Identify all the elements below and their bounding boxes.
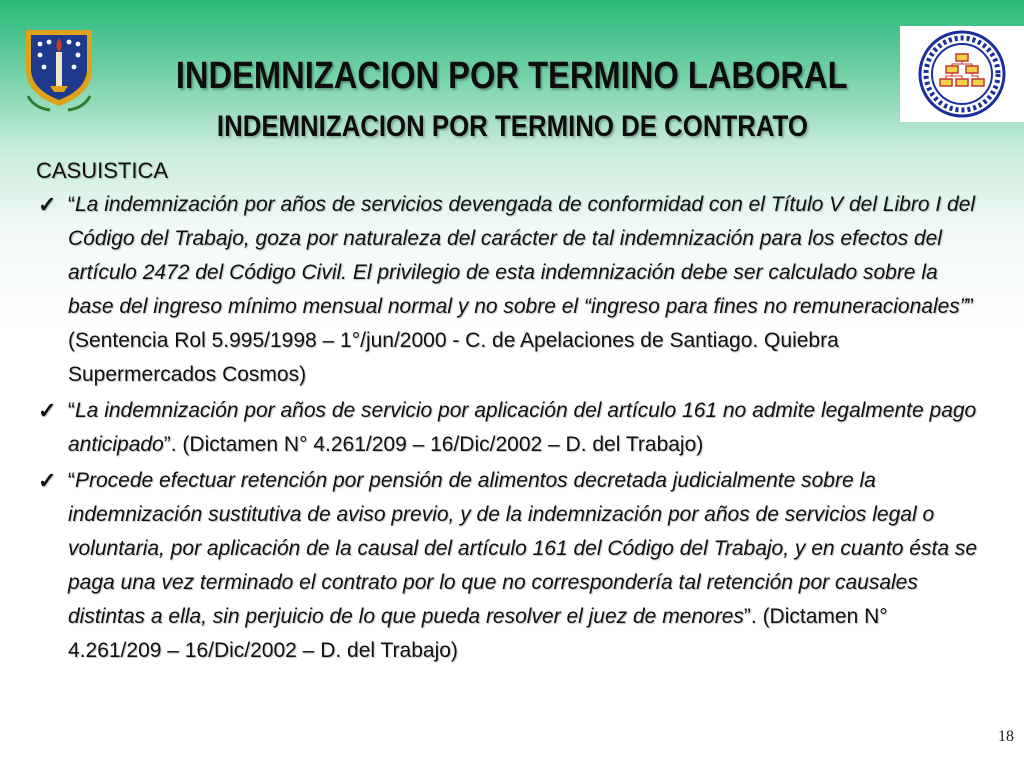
- bullet-item: [36, 394, 986, 462]
- bullet-list: [36, 188, 986, 668]
- open-quote: “: [68, 193, 75, 216]
- check-icon: ✓: [38, 192, 57, 217]
- slide-content: [36, 154, 986, 670]
- bullet-quote: Procede efectuar retención por pensión de alimentos decretada judicialmente sobre la indemnización sustitutiva de aviso previo, y de la indemnización por años de servicios legal o voluntaria, por aplicación de la causal del artículo 161 del Código del Trabajo, y en cuanto ésta se paga una vez terminado el contrato por lo que no correspondería tal retención por causales distintas a ella, sin perjuicio de lo que pueda resolver el juez de menores: [68, 469, 978, 628]
- check-icon: ✓: [38, 468, 57, 493]
- page-number: 18: [998, 728, 1014, 745]
- slide-title: INDEMNIZACION POR TERMINO LABORAL: [175, 55, 848, 97]
- bullet-quote: La indemnización por años de servicios devengada de conformidad con el Título V del Libro I del Código del Trabajo, goza por naturaleza del carácter de tal indemnización para los efectos del artículo 2472 del Código Civil. El privilegio de esta indemnización debe ser calculado sobre la base del ingreso mínimo mensual normal y no sobre el “ingreso para fines no remuneracionales”: [68, 193, 976, 318]
- open-quote: “: [68, 399, 75, 422]
- bullet-item: [36, 464, 986, 668]
- check-icon: ✓: [38, 398, 57, 423]
- bullet-citation: ”. (Dictamen N° 4.261/209 – 16/Dic/2002 – D. del Trabajo): [68, 605, 888, 662]
- bullet-item: [36, 188, 986, 392]
- slide-subtitle: INDEMNIZACION POR TERMINO DE CONTRATO: [216, 110, 808, 143]
- bullet-citation: ”. (Dictamen N° 4.261/209 – 16/Dic/2002 – D. del Trabajo): [163, 433, 704, 456]
- open-quote: “: [68, 469, 75, 492]
- bullet-citation: ” (Sentencia Rol 5.995/1998 – 1°/jun/2000 - C. de Apelaciones de Santiago. Quiebra Supermercados Cosmos): [68, 295, 974, 386]
- section-label: CASUISTICA: [36, 158, 169, 183]
- bullet-quote: La indemnización por años de servicio por aplicación del artículo 161 no admite legalmente pago anticipado: [68, 399, 977, 456]
